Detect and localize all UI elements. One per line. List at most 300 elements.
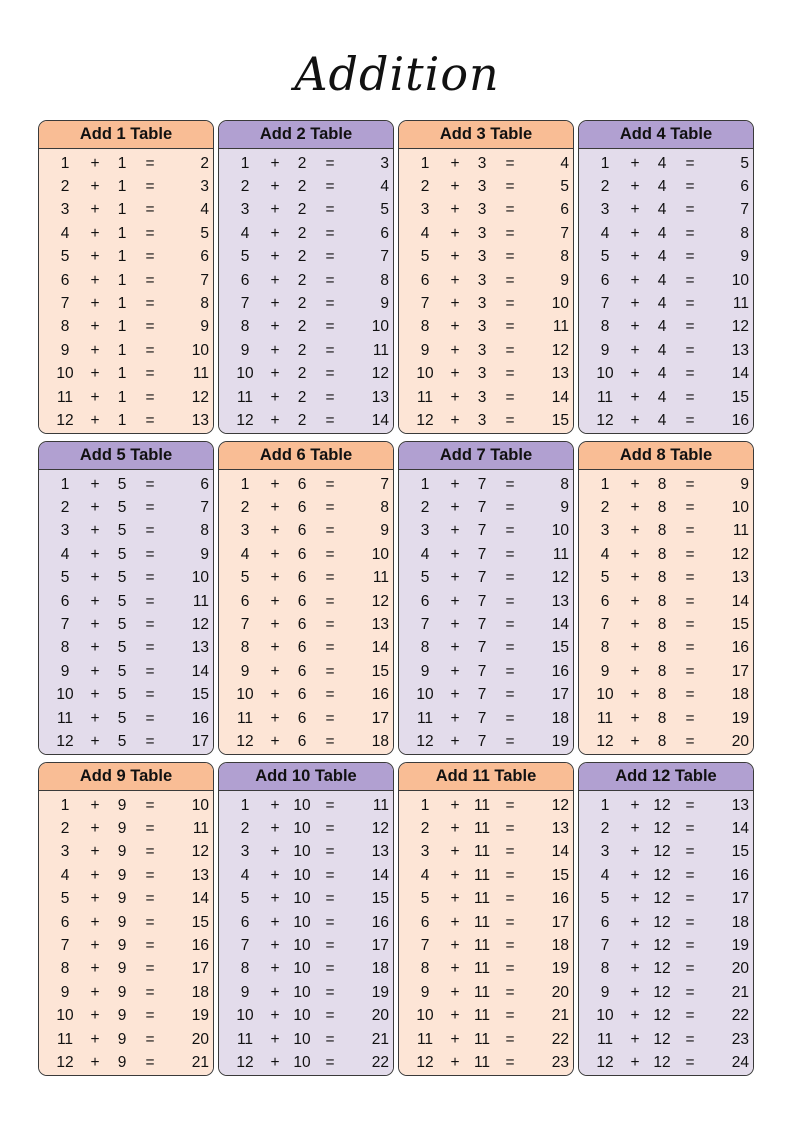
equals-sign: = [325, 983, 335, 1001]
equals-sign: = [685, 341, 695, 359]
equation-row [579, 794, 753, 817]
sum-result: 6 [740, 178, 749, 196]
sum-result: 9 [740, 475, 749, 493]
addend-a: 10 [236, 1007, 254, 1025]
sum-result: 9 [380, 295, 389, 313]
plus-sign: + [450, 388, 460, 406]
addend-b: 1 [117, 341, 127, 359]
sum-result: 19 [731, 937, 749, 955]
addend-b: 5 [117, 616, 127, 634]
addend-a: 4 [60, 866, 70, 884]
equals-sign: = [685, 662, 695, 680]
addend-a: 3 [420, 201, 430, 219]
sum-result: 14 [371, 639, 389, 657]
addend-b: 10 [293, 937, 311, 955]
addend-b: 4 [657, 411, 667, 429]
sum-result: 11 [732, 295, 749, 313]
addend-b: 6 [297, 592, 307, 610]
addend-b: 4 [657, 201, 667, 219]
sum-result: 13 [731, 796, 749, 814]
addend-a: 12 [416, 1053, 434, 1071]
addend-b: 1 [117, 154, 127, 172]
addend-b: 4 [657, 318, 667, 336]
equation-row [219, 590, 393, 613]
equation-row [219, 934, 393, 957]
sum-result: 16 [371, 686, 389, 704]
plus-sign: + [90, 732, 100, 750]
plus-sign: + [450, 820, 460, 838]
addend-b: 9 [117, 820, 127, 838]
addend-a: 1 [600, 154, 610, 172]
addend-b: 2 [297, 154, 307, 172]
addend-a: 4 [600, 866, 610, 884]
equation-row [39, 199, 213, 222]
addend-a: 7 [420, 937, 430, 955]
sum-result: 21 [551, 1007, 569, 1025]
equals-sign: = [685, 248, 695, 266]
sum-result: 13 [191, 411, 209, 429]
plus-sign: + [630, 545, 640, 563]
addend-a: 11 [596, 388, 614, 406]
equals-sign: = [505, 983, 515, 1001]
sum-result: 7 [380, 248, 389, 266]
equals-sign: = [685, 732, 695, 750]
addend-a: 8 [600, 639, 610, 657]
addend-b: 6 [297, 686, 307, 704]
plus-sign: + [90, 1053, 100, 1071]
plus-sign: + [630, 686, 640, 704]
plus-sign: + [630, 411, 640, 429]
plus-sign: + [90, 913, 100, 931]
equals-sign: = [685, 592, 695, 610]
sum-result: 10 [551, 295, 569, 313]
equals-sign: = [505, 866, 515, 884]
equation-row [579, 911, 753, 934]
equation-row [219, 637, 393, 660]
equals-sign: = [145, 224, 155, 242]
add-table-card [218, 441, 394, 755]
equals-sign: = [325, 569, 335, 587]
equals-sign: = [685, 224, 695, 242]
sum-result: 11 [552, 318, 569, 336]
addend-a: 5 [60, 569, 70, 587]
addend-b: 8 [657, 592, 667, 610]
equals-sign: = [325, 295, 335, 313]
plus-sign: + [90, 154, 100, 172]
addend-a: 8 [420, 960, 430, 978]
equation-row [399, 864, 573, 887]
page-title: Addition [294, 47, 500, 101]
equation-row [399, 613, 573, 636]
plus-sign: + [90, 271, 100, 289]
plus-sign: + [630, 866, 640, 884]
addend-b: 10 [293, 843, 311, 861]
equals-sign: = [505, 639, 515, 657]
plus-sign: + [450, 960, 460, 978]
addend-a: 9 [420, 662, 430, 680]
addend-b: 11 [473, 1030, 491, 1048]
addend-a: 8 [420, 318, 430, 336]
addend-a: 5 [420, 569, 430, 587]
addend-b: 9 [117, 1053, 127, 1071]
addend-a: 10 [56, 686, 74, 704]
sum-result: 10 [371, 545, 389, 563]
addend-b: 5 [117, 522, 127, 540]
addend-b: 4 [657, 365, 667, 383]
sum-result: 18 [551, 709, 569, 727]
addend-a: 11 [596, 709, 614, 727]
equation-row [579, 841, 753, 864]
addend-b: 2 [297, 248, 307, 266]
plus-sign: + [450, 569, 460, 587]
addend-a: 3 [420, 522, 430, 540]
plus-sign: + [450, 248, 460, 266]
addend-b: 12 [653, 913, 671, 931]
plus-sign: + [270, 960, 280, 978]
equation-row [399, 520, 573, 543]
addend-b: 10 [293, 960, 311, 978]
plus-sign: + [270, 732, 280, 750]
equation-row [219, 1028, 393, 1051]
equation-row [399, 911, 573, 934]
addend-a: 1 [240, 154, 250, 172]
addend-a: 5 [420, 890, 430, 908]
sum-result: 14 [731, 365, 749, 383]
sum-result: 21 [731, 983, 749, 1001]
plus-sign: + [90, 937, 100, 955]
addend-b: 9 [117, 937, 127, 955]
plus-sign: + [630, 475, 640, 493]
equals-sign: = [325, 248, 335, 266]
plus-sign: + [90, 639, 100, 657]
equals-sign: = [685, 866, 695, 884]
equation-row [219, 1005, 393, 1028]
add-table-card [398, 762, 574, 1076]
equation-row [39, 590, 213, 613]
addend-a: 7 [600, 295, 610, 313]
equals-sign: = [325, 890, 335, 908]
equation-row [579, 590, 753, 613]
equals-sign: = [145, 341, 155, 359]
equals-sign: = [505, 201, 515, 219]
plus-sign: + [90, 522, 100, 540]
addend-b: 8 [657, 616, 667, 634]
plus-sign: + [270, 592, 280, 610]
plus-sign: + [450, 475, 460, 493]
sum-result: 7 [380, 475, 389, 493]
addend-a: 2 [60, 820, 70, 838]
addend-a: 8 [60, 639, 70, 657]
sum-result: 14 [551, 388, 569, 406]
addend-b: 4 [657, 224, 667, 242]
equation-row [579, 246, 753, 269]
addend-a: 7 [600, 937, 610, 955]
equals-sign: = [325, 1007, 335, 1025]
equation-row [219, 292, 393, 315]
equation-row [579, 1028, 753, 1051]
addend-a: 10 [596, 365, 614, 383]
sum-result: 15 [551, 866, 569, 884]
equals-sign: = [685, 569, 695, 587]
addend-a: 7 [60, 295, 70, 313]
addend-a: 12 [56, 732, 74, 750]
addend-b: 9 [117, 890, 127, 908]
addend-a: 3 [600, 201, 610, 219]
equation-row [219, 794, 393, 817]
sum-result: 16 [731, 866, 749, 884]
equals-sign: = [325, 960, 335, 978]
plus-sign: + [270, 224, 280, 242]
equals-sign: = [685, 295, 695, 313]
equals-sign: = [505, 475, 515, 493]
add-table-body [219, 149, 393, 433]
equation-row [399, 1005, 573, 1028]
addend-b: 4 [657, 295, 667, 313]
addend-b: 12 [653, 843, 671, 861]
equation-row [219, 363, 393, 386]
plus-sign: + [630, 890, 640, 908]
addend-b: 11 [473, 843, 491, 861]
addend-a: 7 [60, 937, 70, 955]
equals-sign: = [145, 732, 155, 750]
plus-sign: + [450, 732, 460, 750]
addend-b: 6 [297, 732, 307, 750]
plus-sign: + [630, 569, 640, 587]
plus-sign: + [450, 866, 460, 884]
addend-b: 11 [473, 983, 491, 1001]
sum-result: 18 [191, 983, 209, 1001]
plus-sign: + [90, 866, 100, 884]
equals-sign: = [145, 1007, 155, 1025]
addend-a: 12 [596, 1053, 614, 1071]
addend-b: 9 [117, 866, 127, 884]
addend-a: 4 [240, 866, 250, 884]
add-table-body [399, 149, 573, 433]
equals-sign: = [505, 154, 515, 172]
equals-sign: = [325, 499, 335, 517]
equation-row [579, 543, 753, 566]
plus-sign: + [630, 295, 640, 313]
addend-b: 3 [477, 295, 487, 313]
addend-a: 5 [60, 890, 70, 908]
addend-b: 5 [117, 639, 127, 657]
sum-result: 18 [731, 686, 749, 704]
equals-sign: = [685, 937, 695, 955]
plus-sign: + [630, 271, 640, 289]
sum-result: 23 [551, 1053, 569, 1071]
plus-sign: + [450, 341, 460, 359]
sum-result: 10 [551, 522, 569, 540]
equation-row [219, 1051, 393, 1074]
plus-sign: + [270, 983, 280, 1001]
sum-result: 17 [191, 960, 209, 978]
sum-result: 15 [551, 411, 569, 429]
equals-sign: = [145, 1030, 155, 1048]
plus-sign: + [630, 709, 640, 727]
plus-sign: + [450, 499, 460, 517]
equals-sign: = [505, 318, 515, 336]
sum-result: 10 [731, 499, 749, 517]
addend-b: 5 [117, 475, 127, 493]
equals-sign: = [685, 154, 695, 172]
equals-sign: = [325, 201, 335, 219]
equals-sign: = [145, 960, 155, 978]
add-table-card [398, 441, 574, 755]
addend-a: 1 [600, 796, 610, 814]
equation-row [219, 473, 393, 496]
equals-sign: = [505, 341, 515, 359]
equation-row [579, 1051, 753, 1074]
addend-a: 2 [240, 178, 250, 196]
equation-row [579, 958, 753, 981]
plus-sign: + [270, 709, 280, 727]
equals-sign: = [505, 499, 515, 517]
sum-result: 10 [191, 341, 209, 359]
plus-sign: + [450, 662, 460, 680]
sum-result: 11 [732, 522, 749, 540]
addend-b: 7 [477, 569, 487, 587]
sum-result: 13 [551, 365, 569, 383]
plus-sign: + [90, 890, 100, 908]
equation-row [579, 339, 753, 362]
equation-row [39, 888, 213, 911]
equation-row [399, 637, 573, 660]
addend-a: 3 [420, 843, 430, 861]
addend-a: 7 [600, 616, 610, 634]
equals-sign: = [685, 616, 695, 634]
addend-a: 9 [600, 662, 610, 680]
sum-result: 13 [191, 866, 209, 884]
equals-sign: = [325, 913, 335, 931]
equals-sign: = [505, 411, 515, 429]
plus-sign: + [630, 224, 640, 242]
sum-result: 11 [372, 796, 389, 814]
addend-a: 8 [420, 639, 430, 657]
addend-b: 9 [117, 1007, 127, 1025]
addend-a: 9 [60, 662, 70, 680]
equation-row [219, 817, 393, 840]
addend-b: 8 [657, 545, 667, 563]
equals-sign: = [325, 639, 335, 657]
equals-sign: = [505, 365, 515, 383]
addend-a: 5 [240, 890, 250, 908]
plus-sign: + [450, 1030, 460, 1048]
addend-b: 7 [477, 709, 487, 727]
add-table-title: Add 10 Table [219, 763, 393, 791]
equation-row [219, 958, 393, 981]
addend-b: 3 [477, 341, 487, 359]
addend-a: 3 [600, 522, 610, 540]
addend-b: 8 [657, 662, 667, 680]
sum-result: 15 [371, 890, 389, 908]
addend-b: 12 [653, 866, 671, 884]
equals-sign: = [325, 154, 335, 172]
plus-sign: + [450, 983, 460, 1001]
addend-b: 7 [477, 616, 487, 634]
equation-row [399, 222, 573, 245]
equals-sign: = [145, 843, 155, 861]
equals-sign: = [685, 960, 695, 978]
addend-b: 10 [293, 866, 311, 884]
equals-sign: = [145, 820, 155, 838]
equation-row [39, 707, 213, 730]
equals-sign: = [685, 1030, 695, 1048]
add-table-card [38, 441, 214, 755]
sum-result: 4 [560, 154, 569, 172]
add-table-card [218, 120, 394, 434]
equals-sign: = [325, 475, 335, 493]
addend-b: 9 [117, 913, 127, 931]
equals-sign: = [325, 388, 335, 406]
equals-sign: = [325, 1053, 335, 1071]
equation-row [579, 613, 753, 636]
addend-a: 4 [420, 545, 430, 563]
sum-result: 21 [371, 1030, 389, 1048]
sum-result: 11 [192, 592, 209, 610]
addend-a: 2 [60, 499, 70, 517]
addend-b: 8 [657, 475, 667, 493]
equation-row [579, 409, 753, 432]
addend-a: 1 [600, 475, 610, 493]
addend-a: 11 [56, 709, 74, 727]
equation-row [399, 363, 573, 386]
equals-sign: = [325, 1030, 335, 1048]
equation-row [219, 707, 393, 730]
equals-sign: = [505, 1030, 515, 1048]
plus-sign: + [630, 913, 640, 931]
addend-b: 6 [297, 569, 307, 587]
sum-result: 16 [731, 639, 749, 657]
equation-row [399, 841, 573, 864]
plus-sign: + [630, 616, 640, 634]
equals-sign: = [145, 796, 155, 814]
sum-result: 17 [551, 686, 569, 704]
addend-a: 2 [600, 178, 610, 196]
equation-row [39, 730, 213, 753]
add-table-body [399, 791, 573, 1075]
equals-sign: = [325, 616, 335, 634]
add-table-body [579, 149, 753, 433]
equals-sign: = [685, 639, 695, 657]
equation-row [219, 199, 393, 222]
plus-sign: + [630, 732, 640, 750]
sum-result: 13 [371, 616, 389, 634]
addend-b: 11 [473, 796, 491, 814]
addend-b: 6 [297, 709, 307, 727]
addend-b: 10 [293, 983, 311, 1001]
addend-b: 12 [653, 1053, 671, 1071]
addend-b: 7 [477, 475, 487, 493]
addend-b: 5 [117, 545, 127, 563]
addend-b: 9 [117, 983, 127, 1001]
equation-row [579, 199, 753, 222]
sum-result: 14 [191, 662, 209, 680]
plus-sign: + [90, 983, 100, 1001]
sum-result: 22 [551, 1030, 569, 1048]
sum-result: 13 [191, 639, 209, 657]
equation-row [219, 567, 393, 590]
plus-sign: + [90, 248, 100, 266]
addend-a: 2 [600, 499, 610, 517]
equation-row [219, 386, 393, 409]
addend-b: 5 [117, 732, 127, 750]
plus-sign: + [450, 545, 460, 563]
sum-result: 12 [731, 545, 749, 563]
sum-result: 8 [200, 522, 209, 540]
addend-b: 11 [473, 937, 491, 955]
addend-a: 9 [240, 983, 250, 1001]
addend-a: 1 [60, 154, 70, 172]
